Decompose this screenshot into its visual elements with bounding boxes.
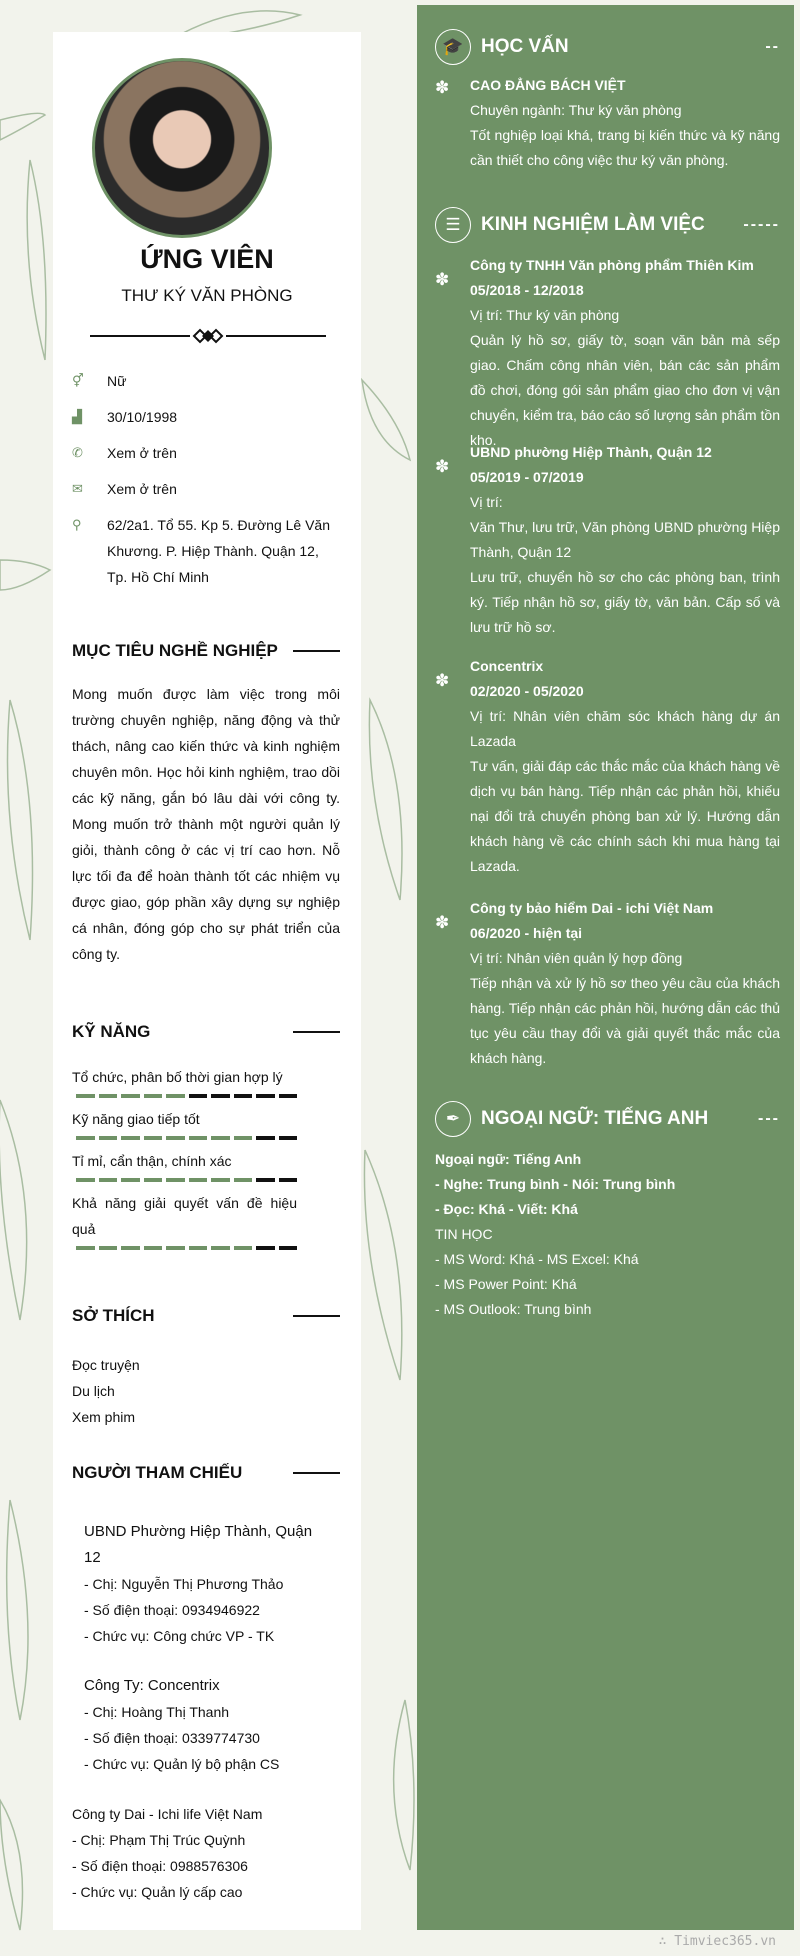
skill-level-bar <box>76 1178 340 1182</box>
skill-segment <box>189 1136 208 1140</box>
skill-segment <box>121 1136 140 1140</box>
skill-label: Tổ chức, phân bố thời gian hợp lý <box>72 1069 283 1085</box>
info-address <box>72 512 342 590</box>
avatar <box>92 58 272 238</box>
experience-title: KINH NGHIỆM LÀM VIỆC <box>481 214 705 235</box>
education-heading <box>435 29 780 65</box>
reference-line: - Chức vụ: Quản lý cấp cao <box>72 1884 243 1900</box>
skill-segment <box>144 1136 163 1140</box>
skill-segment <box>121 1178 140 1182</box>
skill-label: Kỹ năng giao tiếp tốt <box>72 1111 200 1127</box>
info-email <box>72 476 342 502</box>
reference-line: - Chức vụ: Công chức VP - TK <box>84 1628 275 1644</box>
references-section <box>72 1461 340 1905</box>
skill-label: Tỉ mỉ, cẩn thận, chính xác <box>72 1153 232 1169</box>
period: 05/2018 - 12/2018 <box>470 282 584 298</box>
hobbies-title: SỞ THÍCH <box>72 1306 155 1325</box>
job-desc: Lưu trữ, chuyển hồ sơ cho các phòng ban, trình ký. Tiếp nhận hồ sơ, giấy tờ, văn bản. Cấp số và lưu trữ hồ sơ. <box>470 569 780 635</box>
position: Vị trí: Thư ký văn phòng <box>470 307 620 323</box>
education-title: HỌC VẤN <box>481 36 569 57</box>
position: Vị trí: <box>470 494 503 510</box>
pen-nib-icon: ✒ <box>435 1101 471 1137</box>
flower-bullet-icon: ✽ <box>435 78 450 97</box>
heading-rule <box>293 1472 340 1474</box>
experience-item <box>435 654 780 879</box>
hobby-item: Đọc truyện <box>72 1357 140 1373</box>
experience-item <box>435 896 780 1071</box>
skill-segment <box>76 1094 95 1098</box>
position: Vị trí: Nhân viên chăm sóc khách hàng dự án Lazada <box>470 708 780 749</box>
info-birthday <box>72 404 342 430</box>
skill-segment <box>166 1094 185 1098</box>
skill-segment <box>121 1246 140 1250</box>
job-title: THƯ KÝ VĂN PHÒNG <box>121 286 293 305</box>
skill-segment <box>256 1136 275 1140</box>
skill-segment <box>76 1178 95 1182</box>
job-desc: Quản lý hồ sơ, giấy tờ, soạn văn bản mà sếp giao. Chấm công nhân viên, bán các sản phẩm đồ chơi, đóng gói sản phẩm giao cho đơn vị vận chuyển, kiểm tra, báo cáo số lượng sản phẩm tồn kho. <box>470 332 780 448</box>
skill-segment <box>189 1246 208 1250</box>
location-icon: ⚲ <box>72 517 82 532</box>
skill-segment <box>211 1094 230 1098</box>
it-line: - MS Power Point: Khá <box>435 1276 577 1292</box>
skill-segment <box>211 1178 230 1182</box>
skill-level-bar <box>76 1136 340 1140</box>
skill-segment <box>279 1094 298 1098</box>
position-detail: Văn Thư, lưu trữ, Văn phòng UBND phường Hiệp Thành, Quận 12 <box>470 519 780 560</box>
reference-item <box>84 1673 340 1777</box>
job-desc: Tiếp nhận và xử lý hồ sơ theo yêu cầu của khách hàng. Tiếp nhận các phản hồi, hướng dẫn các thủ tục yêu cầu thay đổi và giải quyết thắc mắc của khách hàng. <box>470 975 780 1066</box>
ornament-divider <box>90 328 326 344</box>
skill-segment <box>99 1178 118 1182</box>
address-value: 62/2a1. Tổ 55. Kp 5. Đường Lê Văn Khương. P. Hiệp Thành. Quận 12, Tp. Hồ Chí Minh <box>107 517 331 585</box>
phone-icon: ✆ <box>72 445 83 460</box>
education-major: Chuyên ngành: Thư ký văn phòng <box>470 102 682 118</box>
reference-line: - Chị: Phạm Thị Trúc Quỳnh <box>72 1832 246 1848</box>
reference-line: - Số điện thoại: 0988576306 <box>72 1858 248 1874</box>
it-heading: TIN HỌC <box>435 1226 493 1242</box>
reference-line: - Chị: Nguyễn Thị Phương Thảo <box>84 1576 284 1592</box>
period: 02/2020 - 05/2020 <box>470 683 584 699</box>
skill-segment <box>166 1136 185 1140</box>
references-title: NGƯỜI THAM CHIẾU <box>72 1463 243 1482</box>
it-line: - MS Word: Khá - MS Excel: Khá <box>435 1251 639 1267</box>
info-phone <box>72 440 342 466</box>
skill-segment <box>166 1178 185 1182</box>
position: Vị trí: Nhân viên quản lý hợp đồng <box>470 950 683 966</box>
birthday-value: 30/10/1998 <box>107 409 178 425</box>
birthday-cake-icon: ▟ <box>72 409 82 424</box>
skill-segment <box>234 1094 253 1098</box>
skill-level-bar <box>76 1094 340 1098</box>
skill-segment <box>121 1094 140 1098</box>
language-line: Ngoại ngữ: Tiếng Anh <box>435 1151 582 1167</box>
heading-dash: -- <box>765 38 780 55</box>
hobby-item: Du lịch <box>72 1383 115 1399</box>
period: 05/2019 - 07/2019 <box>470 469 584 485</box>
gender-value: Nữ <box>107 373 127 389</box>
reference-line: - Chị: Hoàng Thị Thanh <box>84 1704 230 1720</box>
language-line: - Nghe: Trung bình - Nói: Trung bình <box>435 1176 676 1192</box>
company-name: Công ty TNHH Văn phòng phẩm Thiên Kim <box>470 257 754 273</box>
skill-segment <box>144 1178 163 1182</box>
skill-segment <box>189 1178 208 1182</box>
heading-rule <box>293 650 340 652</box>
experience-heading <box>435 207 780 243</box>
reference-line: - Số điện thoại: 0934946922 <box>84 1602 260 1618</box>
skill-segment <box>279 1136 298 1140</box>
reference-org: Công ty Dai - Ichi life Việt Nam <box>72 1806 263 1822</box>
flower-bullet-icon: ✽ <box>435 913 450 932</box>
objective-section <box>72 639 340 967</box>
skill-segment <box>211 1136 230 1140</box>
reference-org: UBND Phường Hiệp Thành, Quận 12 <box>84 1523 313 1566</box>
skill-segment <box>234 1246 253 1250</box>
info-gender <box>72 368 342 394</box>
skill-segment <box>256 1094 275 1098</box>
period: 06/2020 - hiện tại <box>470 925 583 941</box>
hobby-item: Xem phim <box>72 1409 136 1425</box>
education-item <box>435 73 780 173</box>
school-name: CAO ĐẲNG BÁCH VIỆT <box>470 77 626 93</box>
experience-item <box>435 440 780 640</box>
candidate-name: ỨNG VIÊN <box>140 244 274 274</box>
skill-level-bar <box>76 1246 340 1250</box>
skill-segment <box>256 1246 275 1250</box>
reference-item <box>84 1519 324 1649</box>
experience-item <box>435 253 780 453</box>
heading-dash: ----- <box>743 216 780 233</box>
phone-value: Xem ở trên <box>107 445 177 461</box>
reference-line: - Chức vụ: Quản lý bộ phận CS <box>84 1756 280 1772</box>
heading-rule <box>293 1031 340 1033</box>
heading-dash: --- <box>758 1110 780 1127</box>
heading-rule <box>293 1315 340 1317</box>
objective-text: Mong muốn được làm việc trong môi trường chuyên nghiệp, năng động và thử thách, nâng cao kiến thức và kinh nghiệm chuyên môn. Học hỏi kinh nghiệm, trao dồi các kỹ năng, gắn bó lâu dài với công ty. Mong muốn trở thành một người quản lý giỏi, thành công ở các vị trí cao hơn. Nỗ lực tối đa để hoàn thành tốt các nhiệm vụ được giao, góp phần xây dựng sự nghiệp cá nhân, đóng góp cho sự phát triển của công ty. <box>72 686 340 962</box>
skills-section <box>72 1020 340 1250</box>
skill-segment <box>144 1094 163 1098</box>
flower-bullet-icon: ✽ <box>435 457 450 476</box>
left-column <box>53 32 361 1930</box>
skill-segment <box>99 1246 118 1250</box>
skill-segment <box>76 1246 95 1250</box>
skill-segment <box>279 1178 298 1182</box>
skill-segment <box>211 1246 230 1250</box>
languages-content <box>435 1147 675 1322</box>
skill-segment <box>279 1246 298 1250</box>
flower-bullet-icon: ✽ <box>435 270 450 289</box>
skill-label: Khả năng giải quyết vấn đề hiệu quả <box>72 1195 297 1237</box>
skill-segment <box>144 1246 163 1250</box>
hobbies-section <box>72 1304 340 1430</box>
it-line: - MS Outlook: Trung bình <box>435 1301 592 1317</box>
watermark: ∴ Timviec365.vn <box>658 1934 776 1949</box>
graduation-cap-icon: 🎓 <box>435 29 471 65</box>
skill-segment <box>76 1136 95 1140</box>
skill-segment <box>99 1136 118 1140</box>
gender-icon: ⚥ <box>72 373 84 388</box>
skill-segment <box>234 1136 253 1140</box>
email-icon: ✉ <box>72 481 83 496</box>
flower-bullet-icon: ✽ <box>435 671 450 690</box>
email-value: Xem ở trên <box>107 481 177 497</box>
objective-title: MỤC TIÊU NGHỀ NGHIỆP <box>72 641 278 660</box>
right-column <box>417 5 794 1930</box>
books-icon: ☰ <box>435 207 471 243</box>
contact-info <box>72 368 342 600</box>
skill-segment <box>166 1246 185 1250</box>
skill-segment <box>256 1178 275 1182</box>
education-desc: Tốt nghiệp loại khá, trang bị kiến thức và kỹ năng cần thiết cho công việc thư ký văn phòng. <box>470 127 780 168</box>
reference-line: - Số điện thoại: 0339774730 <box>84 1730 260 1746</box>
company-name: Công ty bảo hiểm Dai - ichi Việt Nam <box>470 900 714 916</box>
languages-title: NGOẠI NGỮ: TIẾNG ANH <box>481 1108 709 1129</box>
reference-item <box>72 1801 340 1905</box>
languages-heading <box>435 1101 780 1137</box>
reference-org: Công Ty: Concentrix <box>84 1677 220 1694</box>
skill-segment <box>234 1178 253 1182</box>
job-desc: Tư vấn, giải đáp các thắc mắc của khách hàng về dịch vụ bán hàng. Tiếp nhận các phản hồi, khiếu nại đổi trả chuyển phòng ban xử lý. Hướng dẫn khách hàng về các chính sách khi mua hàng tại Lazada. <box>470 758 780 874</box>
company-name: UBND phường Hiệp Thành, Quận 12 <box>470 444 712 460</box>
company-name: Concentrix <box>470 658 544 674</box>
skills-title: KỸ NĂNG <box>72 1022 151 1041</box>
skill-segment <box>189 1094 208 1098</box>
language-line: - Đọc: Khá - Viết: Khá <box>435 1201 578 1217</box>
skill-segment <box>99 1094 118 1098</box>
